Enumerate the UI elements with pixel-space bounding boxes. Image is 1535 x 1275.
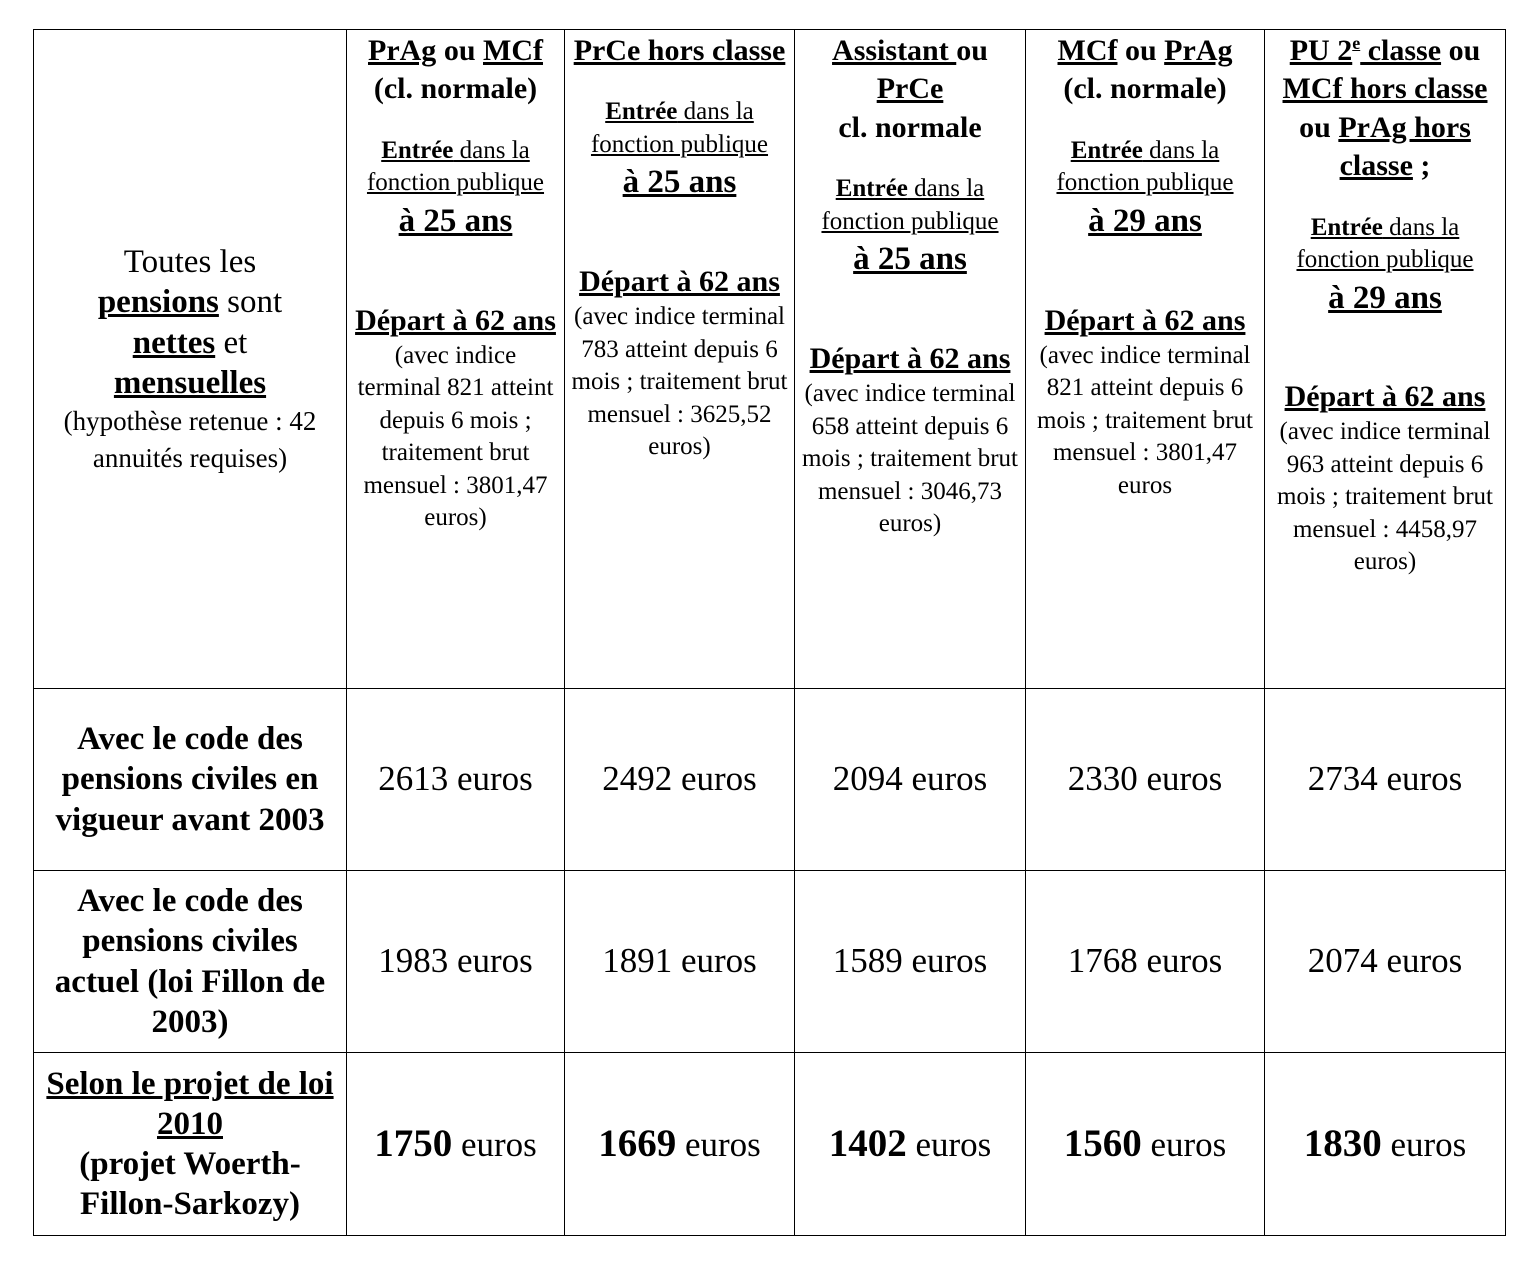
depart-age: Départ à 62 ans <box>355 303 556 337</box>
pension-amount: 1669 <box>598 1122 677 1166</box>
salary-detail: (avec indice terminal 821 atteint depuis 6 mois ; traitement brut mensuel : 3801,47 euros) <box>357 341 554 532</box>
currency-unit: euros <box>456 759 533 799</box>
entree-word: Entrée <box>381 136 454 164</box>
row-projet-2010 <box>34 1053 1506 1236</box>
category-segment: Assistant <box>832 34 957 67</box>
category-segment: classe <box>1360 34 1442 67</box>
pension-comparison-table <box>33 29 1506 1236</box>
entry-age: à 29 ans <box>1088 202 1202 239</box>
entree-rest: dans la <box>453 136 530 164</box>
currency-unit: euros <box>456 941 533 981</box>
pension-value-cell <box>347 1053 565 1236</box>
currency-unit: euros <box>460 1125 537 1165</box>
currency-unit: euros <box>680 759 757 799</box>
pension-value-cell <box>347 871 565 1053</box>
category-segment: (cl. normale) <box>373 72 538 106</box>
pension-amount: 1891 <box>602 941 673 981</box>
pension-amount: 2074 <box>1307 941 1378 981</box>
row-label-rest: (projet Woerth-Fillon-Sarkozy) <box>79 1146 301 1223</box>
pension-value-cell <box>1026 1053 1265 1236</box>
salary-detail: (avec indice terminal 821 atteint depuis 6 mois ; traitement brut mensuel : 3801,47 euros <box>1037 341 1253 499</box>
header-row <box>34 30 1506 689</box>
category-title <box>569 32 790 70</box>
entree-word: Entrée <box>835 175 908 203</box>
entree-word: Entrée <box>1310 213 1383 241</box>
currency-unit: euros <box>911 759 988 799</box>
depart-age: Départ à 62 ans <box>1044 303 1246 337</box>
entry-age: à 25 ans <box>622 164 737 201</box>
entree-line <box>1269 212 1501 245</box>
category-title <box>351 32 560 109</box>
category-segment: e <box>1352 33 1361 53</box>
entree-fonction-publique: fonction publique <box>590 130 769 158</box>
entree-rest: dans la <box>1382 213 1460 241</box>
intro-word-mensuelles: mensuelles <box>113 364 267 401</box>
pension-amount: 2613 <box>378 759 449 799</box>
intro-word-sont: sont <box>218 284 283 321</box>
pension-amount: 2492 <box>602 759 673 799</box>
pension-amount: 1560 <box>1063 1122 1142 1166</box>
intro-word-et: et <box>215 324 248 361</box>
category-segment: PrAg <box>1164 34 1233 67</box>
pension-value-cell <box>795 871 1026 1053</box>
category-segment: PU 2 <box>1289 34 1353 67</box>
row-label <box>34 689 347 871</box>
category-segment: ou <box>956 34 988 67</box>
intro-word-pensions: pensions <box>97 284 219 321</box>
pension-value-cell <box>565 1053 795 1236</box>
entree-word: Entrée <box>1070 136 1143 164</box>
currency-unit: euros <box>1146 941 1223 981</box>
entree-rest: dans la <box>677 98 754 126</box>
entree-line <box>351 135 560 168</box>
row-label-text: Avec le code des pensions civiles actuel (loi Fillon de 2003) <box>54 883 326 1040</box>
pension-amount: 1768 <box>1067 941 1138 981</box>
row-label <box>34 1053 347 1236</box>
category-segment: cl. normale <box>838 110 982 144</box>
pension-value-cell <box>565 871 795 1053</box>
intro-cell <box>34 30 347 689</box>
pension-value-cell <box>347 689 565 871</box>
entree-fonction-publique: fonction publique <box>821 207 999 235</box>
entree-line <box>569 96 790 129</box>
pension-amount: 1589 <box>832 941 903 981</box>
depart-age: Départ à 62 ans <box>809 342 1011 376</box>
entree-fonction-publique: fonction publique <box>1056 169 1234 197</box>
category-segment: (cl. normale) <box>1063 72 1227 106</box>
category-title <box>799 32 1021 147</box>
pension-amount: 2734 <box>1307 759 1378 799</box>
intro-hypothese: (hypothèse retenue : 42 annuités requises) <box>63 406 317 473</box>
currency-unit: euros <box>684 1125 761 1165</box>
category-segment: MCf hors classe <box>1282 72 1488 106</box>
salary-detail: (avec indice terminal 658 atteint depuis 6 mois ; traitement brut mensuel : 3046,73 euros) <box>802 380 1018 538</box>
category-segment: PrCe <box>876 72 944 106</box>
pension-value-cell <box>565 689 795 871</box>
intro-word-nettes: nettes <box>132 324 216 361</box>
category-segment: MCf <box>1057 34 1118 67</box>
category-segment: PrAg hors classe <box>1338 110 1471 183</box>
category-segment: PrCe hors classe <box>573 34 786 67</box>
pension-amount: 1983 <box>378 941 449 981</box>
pension-amount: 2094 <box>832 759 903 799</box>
row-label <box>34 871 347 1053</box>
category-segment: PrAg <box>368 34 437 67</box>
category-segment: ou <box>1117 34 1165 67</box>
entree-fonction-publique: fonction publique <box>366 169 545 197</box>
entree-fonction-publique: fonction publique <box>1296 246 1474 274</box>
pension-value-cell <box>795 1053 1026 1236</box>
currency-unit: euros <box>680 941 757 981</box>
pension-value-cell <box>1026 689 1265 871</box>
entry-age: à 25 ans <box>853 241 967 278</box>
category-title <box>1030 32 1260 109</box>
intro-line-1: Toutes les <box>123 244 257 281</box>
column-header-1 <box>347 30 565 689</box>
row-label-text: Avec le code des pensions civiles en vigueur avant 2003 <box>55 721 325 838</box>
depart-age: Départ à 62 ans <box>1284 380 1486 414</box>
depart-age: Départ à 62 ans <box>579 265 780 299</box>
pension-value-cell <box>1026 871 1265 1053</box>
row-avant-2003 <box>34 689 1506 871</box>
category-segment: MCf <box>483 34 543 67</box>
pension-value-cell <box>1265 871 1506 1053</box>
entree-word: Entrée <box>605 98 678 126</box>
column-header-4 <box>1026 30 1265 689</box>
pension-value-cell <box>1265 1053 1506 1236</box>
currency-unit: euros <box>1150 1125 1227 1165</box>
salary-detail: (avec indice terminal 963 atteint depuis 6 mois ; traitement brut mensuel : 4458,97 euros) <box>1277 418 1493 576</box>
category-segment: ; <box>1412 149 1431 183</box>
category-title <box>1269 32 1501 186</box>
column-header-5 <box>1265 30 1506 689</box>
currency-unit: euros <box>1146 759 1223 799</box>
pension-value-cell <box>1265 689 1506 871</box>
salary-detail: (avec indice terminal 783 atteint depuis 6 mois ; traitement brut mensuel : 3625,52 euros) <box>571 303 788 461</box>
entree-line <box>1030 135 1260 168</box>
currency-unit: euros <box>1390 1125 1467 1165</box>
pension-amount: 1750 <box>374 1122 453 1166</box>
entree-rest: dans la <box>1142 136 1220 164</box>
row-label-underlined: Selon le projet de loi 2010 <box>46 1065 334 1142</box>
pension-amount: 1402 <box>828 1122 907 1166</box>
entree-line <box>799 173 1021 206</box>
pension-value-cell <box>795 689 1026 871</box>
currency-unit: euros <box>1386 759 1463 799</box>
entree-rest: dans la <box>907 175 985 203</box>
column-header-2 <box>565 30 795 689</box>
currency-unit: euros <box>1386 941 1463 981</box>
pension-amount: 2330 <box>1067 759 1138 799</box>
category-segment: ou <box>1299 110 1339 144</box>
currency-unit: euros <box>915 1125 992 1165</box>
entry-age: à 25 ans <box>398 202 513 239</box>
pension-amount: 1830 <box>1303 1122 1382 1166</box>
entry-age: à 29 ans <box>1328 279 1442 316</box>
row-loi-fillon-2003 <box>34 871 1506 1053</box>
category-segment: ou <box>1441 34 1481 67</box>
column-header-3 <box>795 30 1026 689</box>
currency-unit: euros <box>911 941 988 981</box>
category-segment: ou <box>436 34 483 67</box>
